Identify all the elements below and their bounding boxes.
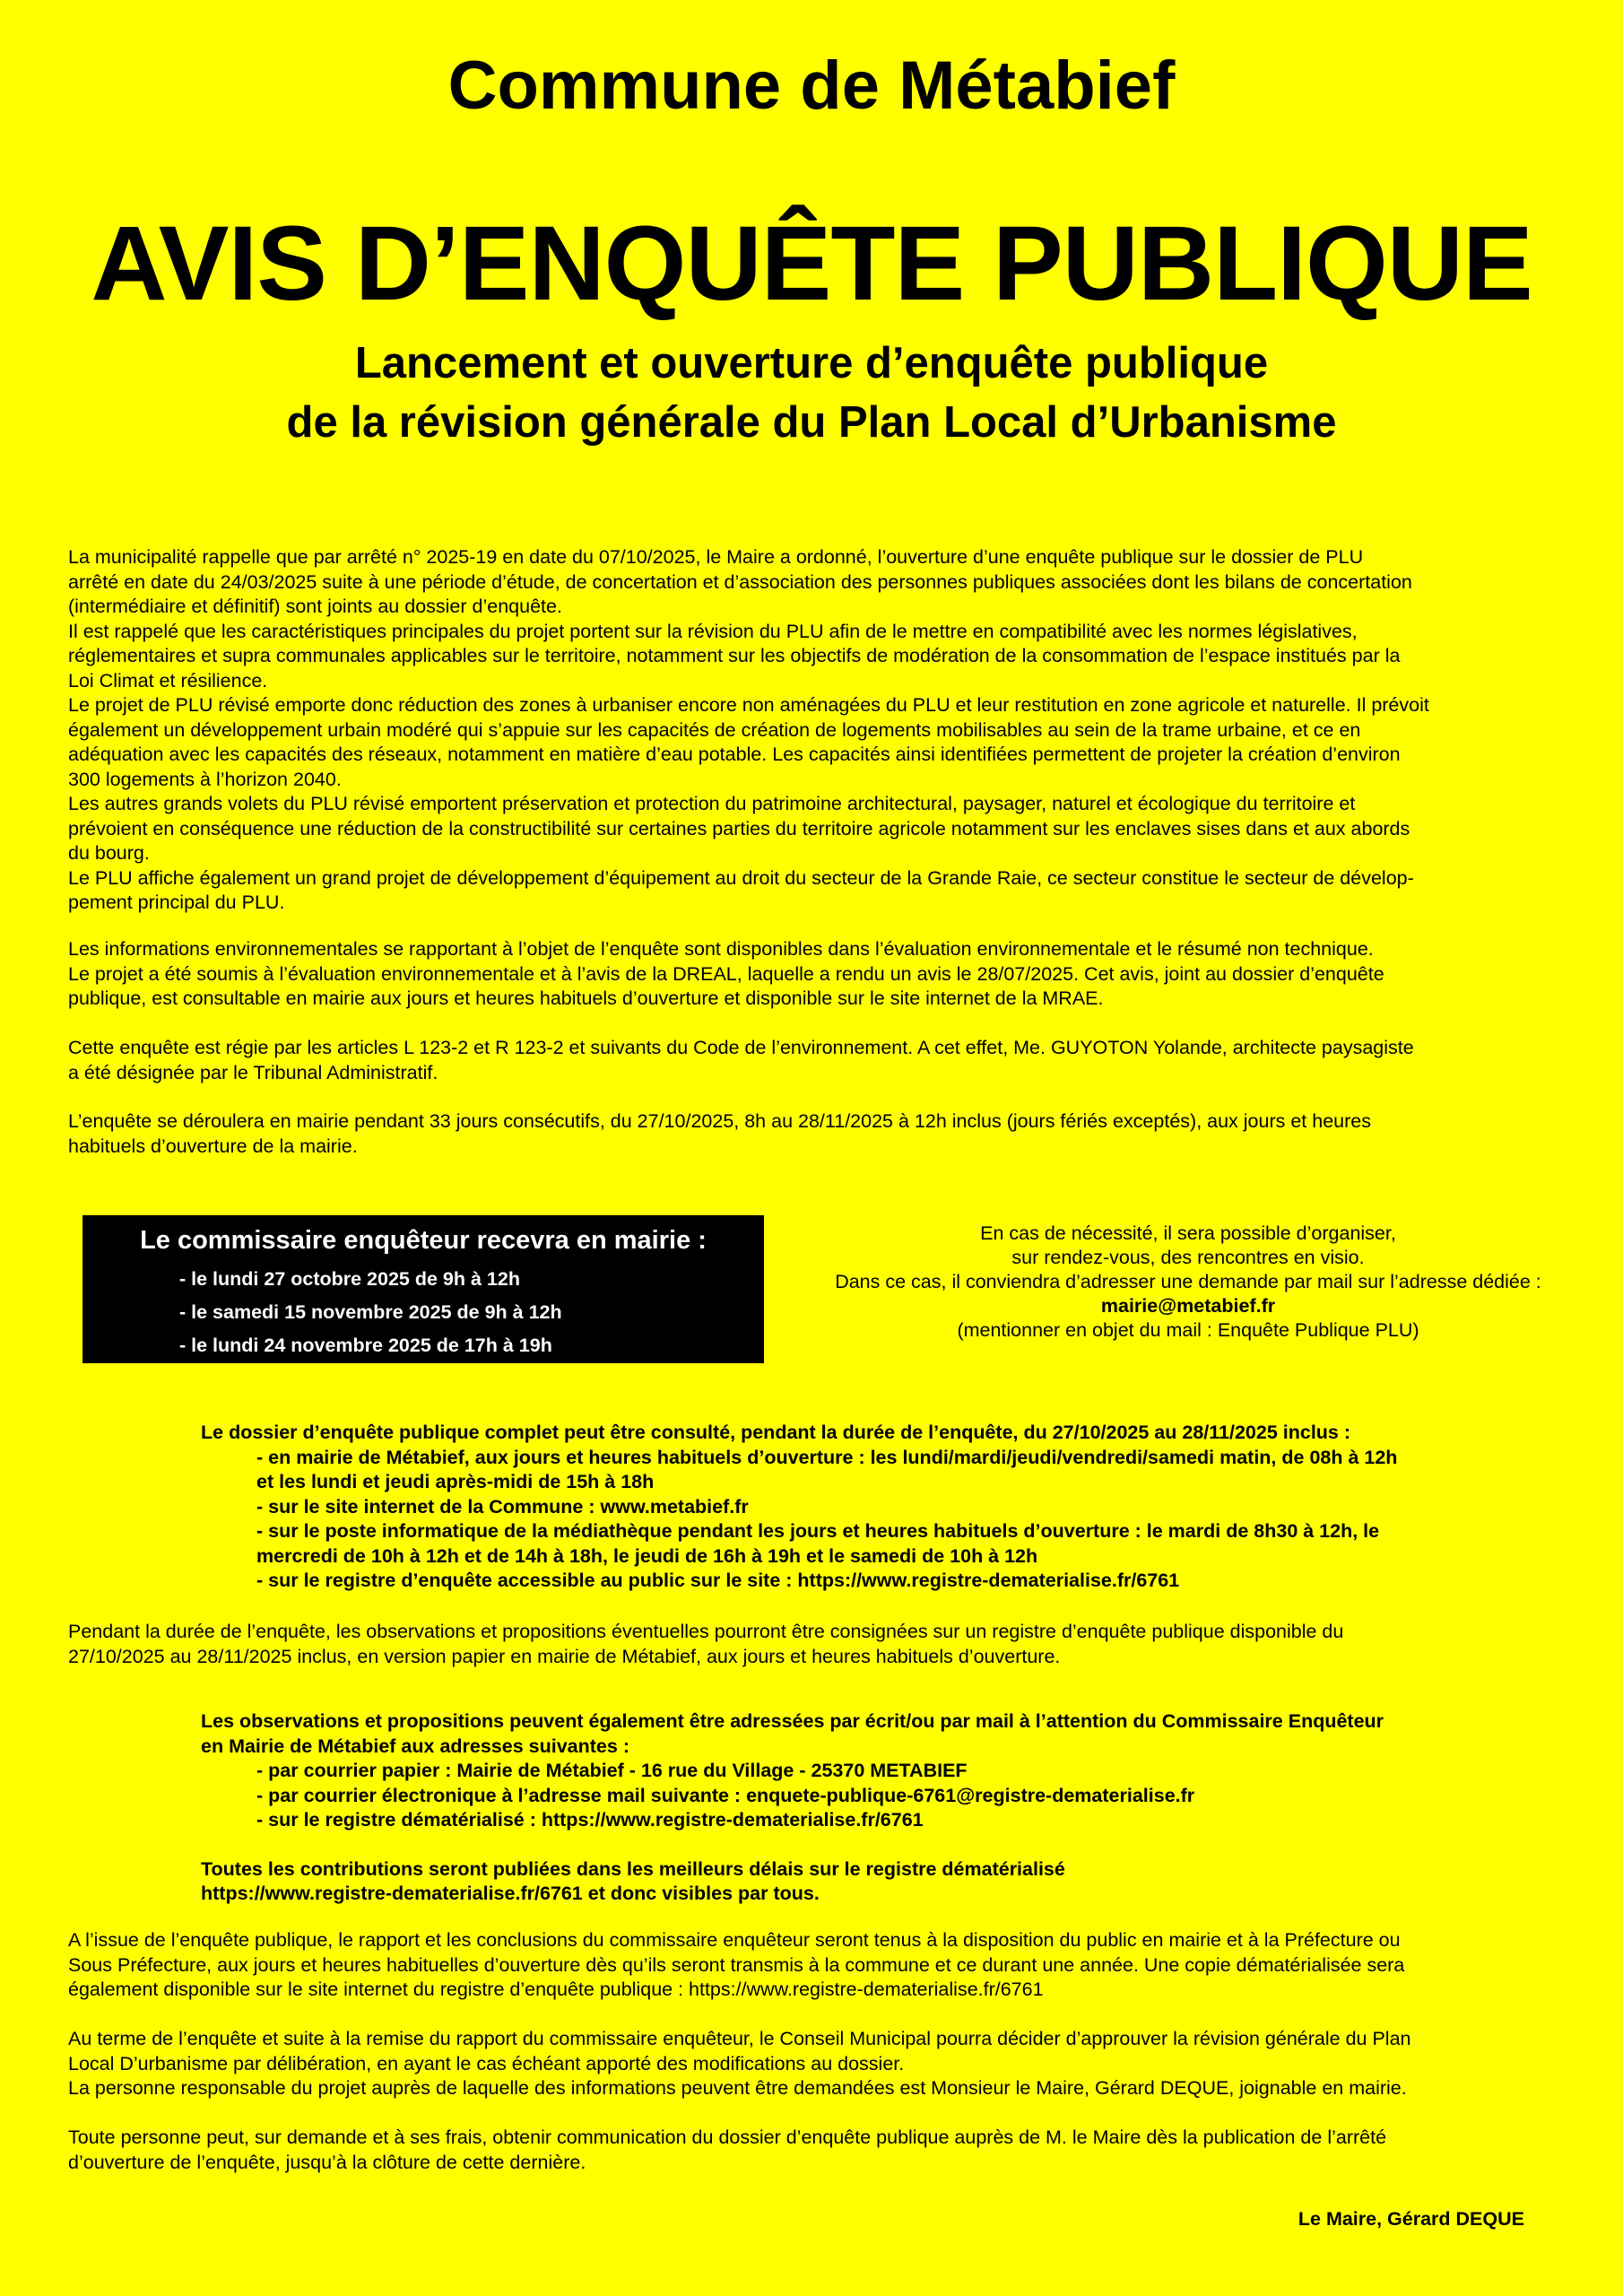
text-line: La municipalité rappelle que par arrêté n° 2025-19 en date du 07/10/2025, le Maire a ordonné, l’ouverture d’une enquête publique sur le dossier de PLU (68, 546, 1364, 568)
commissaire-title: Le commissaire enquêteur recevra en mairie : (140, 1226, 707, 1255)
text-line: Les autres grands volets du PLU révisé emportent préservation et protection du patrimoine architectural, paysager, naturel et écologique du territoire et (68, 793, 1356, 814)
list-item: et les lundi et jeudi après-midi de 15h à 18h (256, 1471, 655, 1492)
text-line: La personne responsable du projet auprès de laquelle des informations peuvent être demandées est Monsieur le Maire, Gérard DEQUE, joignable en mairie. (68, 2077, 1407, 2099)
text-line: en Mairie de Métabief aux adresses suivantes : (201, 1735, 629, 1757)
text-line: 300 logements à l’horizon 2040. (68, 768, 342, 790)
subtitle-line: de la révision générale du Plan Local d’Urbanisme (286, 398, 1337, 447)
signature: Le Maire, Gérard DEQUE (1298, 2208, 1524, 2230)
text-line: Sous Préfecture, aux jours et heures habituelles d’ouverture dès qu’ils seront transmis à la commune et ce durant une année. Une copie dématérialisée sera (68, 1953, 1405, 1976)
observations-section (201, 1709, 1510, 1907)
contact-email[interactable]: mairie@metabief.fr (1100, 1295, 1276, 1317)
text-line: A l’issue de l’enquête publique, le rapport et les conclusions du commissaire enquêteur seront tenus à la disposition du public en mairie et à la Préfecture ou (68, 1929, 1401, 1951)
text-line: Local D’urbanisme par délibération, en ayant le cas échéant apporté des modifications au dossier. (68, 2052, 905, 2074)
text-line: du bourg. (68, 842, 150, 864)
contributions-note (201, 1857, 1510, 1907)
list-item: - par courrier papier : Mairie de Métabief - 16 rue du Village - 25370 METABIEF (256, 1760, 968, 1781)
schedule-item: - le samedi 15 novembre 2025 de 9h à 12h (179, 1301, 562, 1323)
text-line: également disponible sur le site internet du registre d’enquête publique : https://www.registre-dematerialise.fr/6761 (68, 1979, 1044, 2000)
text-line: Au terme de l’enquête et suite à la remise du rapport du commissaire enquêteur, le Conseil Municipal pourra décider d’approuver la révision générale du Plan (68, 2028, 1411, 2049)
subtitle-line: Lancement et ouverture d’enquête publique (354, 339, 1269, 387)
text-line: publique, est consultable en mairie aux jours et heures habituels d’ouverture et disponible sur le site internet de la MRAE. (68, 987, 1104, 1009)
text-line: adéquation avec les capacités des réseaux, notamment en matière d’eau potable. Les capacités ainsi identifiées permettent de projeter la création d’environ (68, 744, 1401, 765)
text-line: (intermédiaire et définitif) sont joints au dossier d’enquête. (68, 596, 562, 617)
text-line: Toute personne peut, sur demande et à ses frais, obtenir communication du dossier d’enquête publique auprès de M. le Maire dès la publication de l’arrêté (68, 2126, 1387, 2148)
text-line: habituels d’ouverture de la mairie. (68, 1135, 358, 1157)
text-line: a été désignée par le Tribunal Administratif. (68, 1061, 438, 1083)
schedule-item: - le lundi 24 novembre 2025 de 17h à 19h (179, 1335, 552, 1356)
text-line: Les informations environnementales se rapportant à l’objet de l’enquête sont disponibles dans l’évaluation environnementale et le résumé non technique. (68, 938, 1374, 960)
regulation-paragraph (68, 1036, 1512, 1085)
consultation-list (201, 1446, 1510, 1594)
list-item: - sur le registre d’enquête accessible au public sur le site : https://www.registre-dematerialise.fr/6761 (256, 1570, 1180, 1591)
text-line: L’enquête se déroulera en mairie pendant 33 jours consécutifs, du 27/10/2025, 8h au 28/11/2025 à 12h inclus (jours fériés exceptés), aux jours et heures (68, 1110, 1371, 1132)
communication-paragraph (68, 2126, 1512, 2175)
dossier-intro: Le dossier d’enquête publique complet peut être consulté, pendant la durée de l’enquête, du 27/10/2025 au 28/11/2025 inclus : (201, 1422, 1351, 1443)
text-line: Toutes les contributions seront publiées dans les meilleurs délais sur le registre dématérialisé (201, 1857, 1065, 1880)
text-line: Les observations et propositions peuvent également être adressées par écrit/ou par mail à l’attention du Commissaire Enquêteur (201, 1710, 1384, 1732)
list-item: - sur le registre dématérialisé : https://www.registre-dematerialise.fr/6761 (256, 1809, 924, 1831)
registre-paragraph (68, 1620, 1512, 1669)
text-line: Pendant la durée de l’enquête, les observations et propositions éventuelles pourront être consignées sur un registre d’enquête publique disponible du (68, 1621, 1344, 1642)
visio-info (807, 1222, 1569, 1343)
text-line: https://www.registre-dematerialise.fr/6761 et donc visibles par tous. (201, 1883, 820, 1904)
schedule-list (179, 1263, 764, 1362)
text-line: d’ouverture de l’enquête, jusqu’à la clôture de cette dernière. (68, 2151, 586, 2173)
terme-paragraph (68, 2027, 1512, 2101)
address-list (201, 1759, 1510, 1833)
text-line: En cas de nécessité, il sera possible d’organiser, (980, 1222, 1396, 1244)
text-line: réglementaires et supra communales applicables sur le territoire, notamment sur les objectifs de modération de la consommation de l’espace institués par la (68, 645, 1401, 666)
commune-name: Commune de Métabief (447, 48, 1176, 124)
text-line: Le projet de PLU révisé emporte donc réduction des zones à urbaniser encore non aménagées du PLU et leur restitution en zone agricole et naturelle. Il prévoit (68, 694, 1429, 716)
text-line: Il est rappelé que les caractéristiques principales du projet portent sur la révision du PLU afin de le mettre en compatibilité avec les normes législatives, (68, 620, 1358, 642)
text-line: arrêté en date du 24/03/2025 suite à une période d’étude, de concertation et d’association des personnes publiques associées dont les bilans de concertation (68, 570, 1412, 593)
list-item: mercredi de 10h à 12h et de 14h à 18h, le jeudi de 16h à 19h et le samedi de 10h à 12h (256, 1544, 1038, 1567)
list-item: - en mairie de Métabief, aux jours et heures habituels d’ouverture : les lundi/mardi/jeudi/vendredi/samedi matin, de 08h à 12h (256, 1446, 1398, 1468)
environment-paragraph (68, 937, 1512, 1012)
list-item: - par courrier électronique à l’adresse mail suivante : enquete-publique-6761@registre-dematerialise.fr (256, 1784, 1195, 1806)
text-line: Loi Climat et résilience. (68, 669, 268, 691)
commissaire-schedule-box (82, 1215, 764, 1363)
list-item: - sur le site internet de la Commune : www.metabief.fr (256, 1495, 749, 1518)
schedule-item: - le lundi 27 octobre 2025 de 9h à 12h (179, 1268, 520, 1290)
page-title: AVIS D’ENQUÊTE PUBLIQUE (91, 204, 1532, 323)
issue-paragraph (68, 1928, 1512, 2003)
text-line: sur rendez-vous, des rencontres en visio. (1011, 1247, 1365, 1268)
dossier-consultation (201, 1421, 1510, 1594)
text-line: Dans ce cas, il conviendra d’adresser une demande par mail sur l’adresse dédiée : (835, 1271, 1541, 1292)
duration-paragraph (68, 1109, 1512, 1159)
text-line: Cette enquête est régie par les articles L 123-2 et R 123-2 et suivants du Code de l’environnement. A cet effet, Me. GUYOTON Yolande, architecte paysagiste (68, 1037, 1414, 1058)
text-line: prévoient en conséquence une réduction de la constructibilité sur certaines parties du territoire agricole notamment sur les enclaves sises dans et aux abords (68, 817, 1410, 839)
text-line: 27/10/2025 au 28/11/2025 inclus, en version papier en mairie de Métabief, aux jours et heures habituels d’ouverture. (68, 1645, 1061, 1667)
text-line: (mentionner en objet du mail : Enquête Publique PLU) (957, 1319, 1419, 1341)
list-item: - sur le poste informatique de la médiathèque pendant les jours et heures habituels d’ouverture : le mardi de 8h30 à 12h, le (256, 1520, 1380, 1542)
text-line: Le PLU affiche également un grand projet de développement d’équipement au droit du secteur de la Grande Raie, ce secteur constitue le secteur de dévelop- (68, 866, 1414, 889)
intro-paragraph (68, 545, 1512, 916)
text-line: Le projet a été soumis à l’évaluation environnementale et à l’avis de la DREAL, laquelle a rendu un avis le 28/07/2025. Cet avis, joint au dossier d’enquête (68, 962, 1384, 985)
subtitle (0, 334, 1623, 452)
text-line: pement principal du PLU. (68, 891, 285, 913)
text-line: également un développement urbain modéré qui s’appuie sur les capacités de création de logements mobilisables au sein de la trame urbaine, et ce en (68, 718, 1361, 741)
